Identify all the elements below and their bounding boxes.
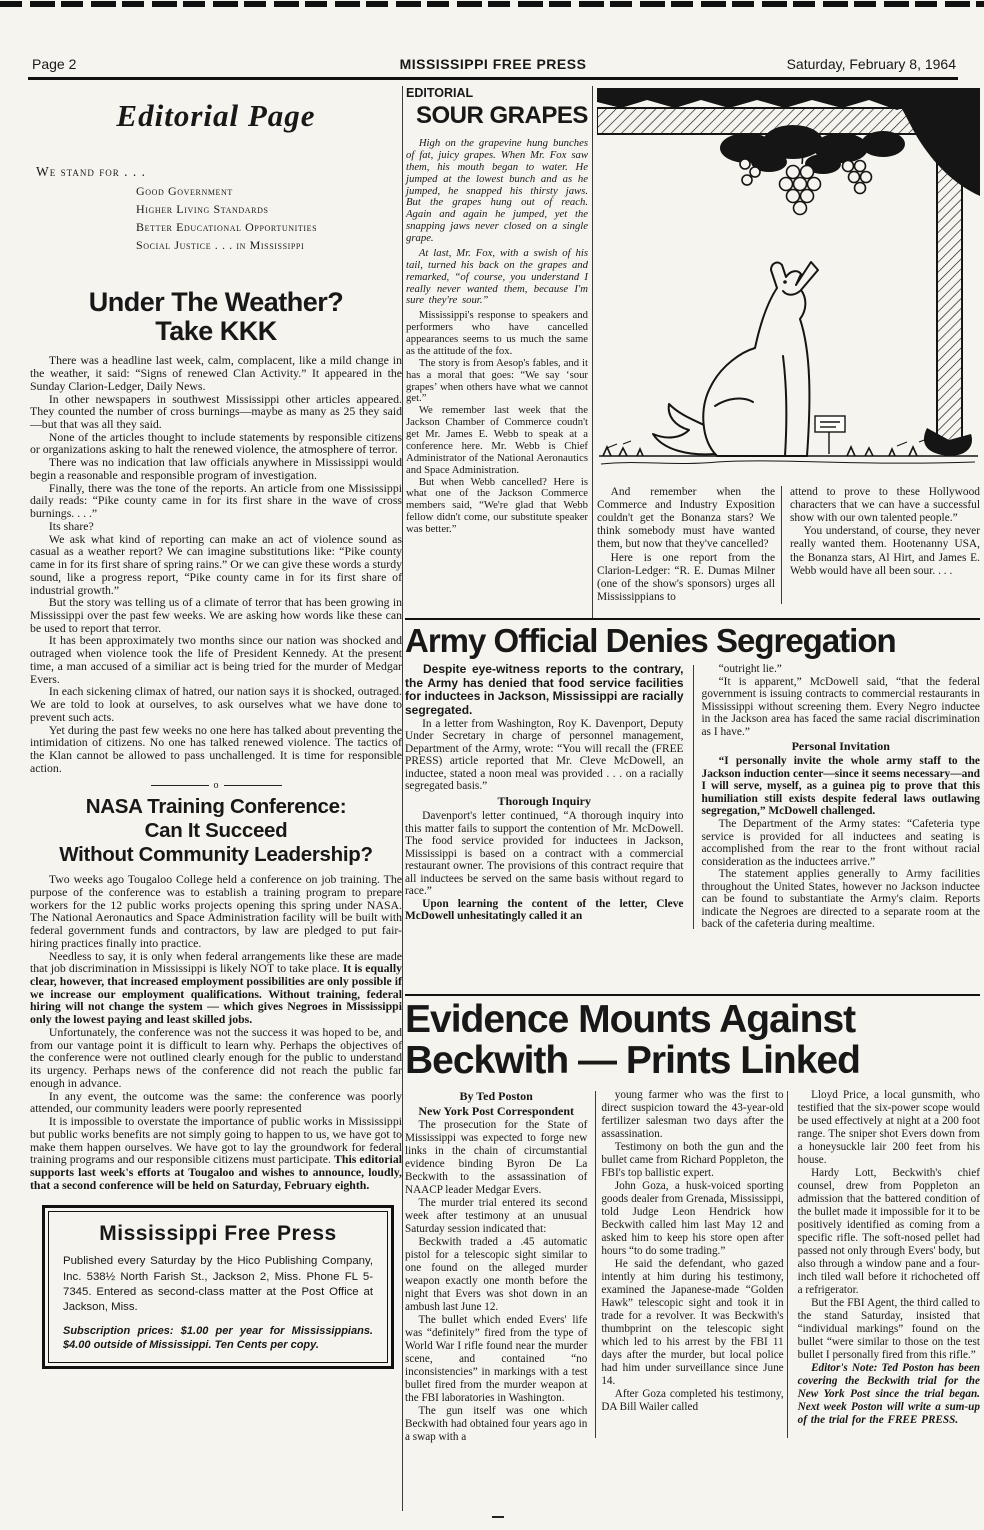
paragraph [30, 1115, 402, 1191]
paragraph: The gun itself was one which Beckwith had obtained four years ago in a swap with a [405, 1404, 588, 1443]
divider-glyph: o [213, 779, 219, 791]
issue-date: Saturday, February 8, 1964 [786, 56, 956, 72]
paragraph: Testimony on both the gun and the bullet came from Richard Poppleton, the FBI's top ballistic expert. [601, 1141, 784, 1179]
fox-and-grapes-illustration [597, 88, 980, 480]
beckwith-column-1 [405, 1089, 587, 1444]
continuation-column-2 [781, 486, 980, 604]
editorial-page-title: Editorial Page [116, 98, 316, 133]
paragraph: The Department of the Army states: “Cafeteria type service is provided for all inductees and seating is accomplished from the rear to the front without racial consideration as the inductees arrive.” [701, 818, 980, 868]
fable-paragraph: High on the grapevine hung bunches of fat, juicy grapes. When Mr. Fox saw them, his mouth began to water. He jumped at the lowest bunch and as he jumped, he snapped his thirsty jaws. But the grapes hung out of reach. Again and again he jumped, yet the snapping jaws never closed on a single grape. [406, 137, 588, 244]
stand-for-item: Higher Living Standards [136, 202, 269, 216]
paragraph-emphasis: It is equally clear, however, that increased employment possibilities are only possible if we increase our employment qualifications. Without training, federal hiring will not change the system — which gives Negroes in Mississippi only the lowest paying and least skilled jobs. [30, 961, 403, 1027]
paragraph: You understand, of course, they never really wanted them. Hootenanny USA, the Bonanza stars, Al Hirt, and James E. Webb would have all been sour. . . . [790, 525, 980, 577]
paragraph: Mississippi's response to speakers and performers who have cancelled appearances seems to us much the same as the attitude of the fox. [406, 309, 588, 357]
paragraph: Here is one report from the Clarion-Ledger: “R. E. Dumas Milner (one of the show's sponsors) urges all Mississippians to [597, 551, 775, 603]
stand-for-item: Good Government [136, 184, 233, 198]
paragraph: There was a headline last week, calm, complacent, like a mild change in the weather, it said: “Signs of renewed Clan Activity.” It appeared in the Sunday Clarion-Ledger, Daily News. [30, 353, 402, 393]
paragraph: We ask what kind of reporting can make an act of violence sound as casual as a weather report? We can imagine substitutions like: “Pike county came in for its first share of spring rains.” Or we can give these words a sturdy sound, like a progress report, “Pike county came in for its first share of industrial growth.” [30, 531, 402, 597]
page-bottom-mark [492, 1516, 504, 1518]
lead-paragraph: Despite eye-witness reports to the contrary, the Army has denied that food service facilities for inductees in Jackson, Mississippi are racially segregated. [405, 662, 684, 718]
weather-headline [30, 288, 402, 346]
fox-and-grapes-cartoon [597, 88, 980, 480]
fable-paragraph: At last, Mr. Fox, with a swish of his tail, turned his back on the grapes and remarked, “of course, you understand I really never wanted them, because I'm sure they're sour.” [406, 246, 588, 307]
article-army-denies-segregation [405, 624, 980, 931]
masthead-title: MISSISSIPPI FREE PRESS [399, 56, 587, 72]
paragraph: And remember when the Commerce and Industry Exposition couldn't get the Bonanza stars? We think somebody must have wanted them, but now that they've cancelled? [597, 486, 775, 551]
continuation-column-1 [597, 486, 781, 604]
paragraph: “It is apparent,” McDowell said, “that the federal government is issuing contracts to commercial restaurants in Mississippi without screening them. Every Negro inductee in the Jackson area has faced the same racial discrimination as I have.” [701, 675, 980, 738]
paragraph: But the story was telling us of a climate of terror that has been growing in Mississippi over the past few weeks. We are asking how words like these can be used to report that terror. [30, 595, 402, 635]
subhead-thorough-inquiry: Thorough Inquiry [497, 793, 591, 808]
article-beckwith-evidence [405, 1000, 980, 1444]
paragraph: We remember last week that the Jackson Chamber of Commerce coudn't get Mr. James E. Webb to speak at a conference here. Mr. Webb is Chief Administrator of the National Aeronautics and Space Administration. [406, 404, 588, 476]
paragraph-text: Needless to say, it is only when federal arrangements like these are made that job discrimination in Mississippi is likely NOT to take place. [30, 948, 402, 976]
paragraph: Hardy Lott, Beckwith's chief counsel, drew from Poppleton an admission that the battered condition of the bullet made it impossible for it to be positively identified as coming from a specific rifle. The soft-nosed pellet had passed not only through Evers' body, but also through a window pane and a four-inch tiled wall before it richocheted off a refrigerator. [797, 1167, 980, 1296]
paragraph: young farmer who was the first to direct suspicion toward the 43-year-old fertilizer salesman two days after the assassination. [601, 1089, 784, 1141]
paragraph [30, 950, 402, 1026]
stand-for-item: Social Justice . . . in Mississippi [136, 238, 305, 252]
paragraph: Beckwith traded a .45 automatic pistol for a telescopic sight similar to one found on the alleged murder weapon exactly one month before the night that Evers was shot down in an ambush last June 12. [405, 1235, 588, 1313]
army-headline: Army Official Denies Segregation [405, 622, 896, 659]
section-rule [405, 994, 980, 996]
army-column-2 [702, 663, 981, 931]
paragraph: He said the defendant, who gazed intently at him during his testimony, examined the Japanese-made “Golden Hawk” telescopic sight and took it in trade for a revolver. It was Beckwith's thumbprint on the telescopic sight which led to his arrest by the FBI 11 days after the murder, but local police had him under surveillance since June 14. [601, 1257, 784, 1387]
paragraph: The prosecution for the State of Mississippi was expected to forge new links in the chain of circumstantial evidence binding Byron De La Beckwith to the assassination of NAACP leader Medgar Evers. [405, 1119, 588, 1197]
section-rule [405, 618, 980, 620]
beckwith-column-2 [601, 1089, 783, 1444]
paragraph: Yet during the past few weeks no one here has talked about preventing the intimidation of citizens. No one has talked renewed violence. The tactics of the Klan cannot be allowed to pass unchallenged. It is time for responsible action. [30, 722, 402, 775]
paragraph: In each sickening climax of hatred, our nation says it is shocked, outraged. We are told to look at ourselves, to ask ourselves what we have done to prevent such acts. [30, 684, 402, 724]
sour-grapes-headline: SOUR GRAPES [416, 102, 588, 129]
subhead-personal-invitation: Personal Invitation [791, 739, 890, 754]
paragraph: The bullet which ended Evers' life was “definitely” fired from the type of World War I rifle found near the murder scene, and contained “no inconsistencies” in markings with a test bullet fired from the murder weapon at the FBI laboratories in Washington. [405, 1313, 588, 1404]
divider-line [151, 785, 209, 786]
paragraph: Finally, there was the tone of the reports. An article from one Mississippi daily reads: “Pike county came in for its first share in the wave of cross burnings. . . .” [30, 480, 402, 521]
paragraph: After Goza completed his testimony, DA Bill Wailer called [601, 1387, 784, 1413]
section-divider [30, 780, 402, 791]
paragraph: Upon learning the content of the letter, Cleve McDowell unhesitatingly called it an [405, 897, 684, 923]
headline-line: Evidence Mounts Against [405, 998, 856, 1041]
paragraph: The story is from Aesop's fables, and it has a moral that goes: “We say ‘sour grapes’ when others have what we cannot get.” [406, 356, 588, 405]
paragraph: John Goza, a husk-voiced sporting goods dealer from Grenada, Mississippi, told Judge Leon Hendrick how Beckwith called him last May 12 and asked him to keep his store open after hours “to do some trading.” [601, 1179, 784, 1257]
divider-line [224, 785, 282, 786]
page-number: Page 2 [32, 56, 77, 72]
paragraph: But when Webb cancelled? Here is what one of the Jackson Commerce members said, “We're glad that Webb fellow didn't come, our substitute speaker was better.” [406, 475, 588, 535]
headline-line: Under The Weather? [88, 287, 344, 317]
masthead-box-inner [48, 1211, 388, 1363]
we-stand-for-block [36, 164, 402, 254]
paragraph: But the FBI Agent, the third called to the stand Saturday, insisted that “individual markings” found on the bullet “were similar to those on the test bullet I personally fired from this rifle.” [797, 1296, 980, 1361]
editors-note: Editor's Note: Ted Poston has been covering the Beckwith trial for the New York Post since the trial began. Next week Poston will write a sum-up of the trial for the FREE PRESS. [797, 1361, 980, 1426]
army-column-1 [405, 663, 684, 931]
paragraph: “I personally invite the whole army staff to the Jackson induction center—since it seems necessary—and I will serve, myself, as a guinea pig to prove that this humiliation still exists despite federal laws outlawing segregation,” McDowell challenged. [701, 755, 980, 818]
headline-line: Beckwith — Prints Linked [405, 1038, 860, 1082]
editorial-kicker: EDITORIAL [406, 86, 474, 100]
masthead-box [42, 1205, 394, 1369]
beckwith-headline [405, 1000, 980, 1081]
headline-line: NASA Training Conference: [85, 794, 347, 818]
column-rule [402, 86, 403, 1511]
scan-edge-artifact [0, 1, 984, 7]
article-under-the-weather [30, 288, 402, 775]
sour-grapes-column [406, 86, 588, 536]
army-columns [405, 663, 980, 931]
nasa-headline [30, 795, 402, 868]
article-nasa-conference [30, 795, 402, 1192]
left-column [30, 86, 402, 1369]
paragraph: Davenport's letter continued, “A thorough inquiry into this matter fails to support the contention of Mr. McDowell. The food service provided for inductees in Jackson, Mississippi is based on a contract with a commercial restaurant owner. The provisions of this contract require that all inductees be served on the same basis without regard to race.” [405, 809, 684, 898]
masthead-box-body: Published every Saturday by the Hico Publishing Company, Inc. 538½ North Farish St., Jackson 2, Miss. Phone FL 5-7345. Entered as second-class matter at the Post Office at Jackson, Miss. [63, 1255, 373, 1313]
page-header [30, 56, 956, 74]
sour-grapes-continuation [597, 486, 980, 604]
paragraph: The statement applies generally to Army facilities throughout the United States, however no Jackson inductee can be found to substantiate the Army's claim. Reports indicate the Negroes are directed to a separate room at the back of the cafeteria during mealtime. [701, 868, 980, 931]
paragraph: Lloyd Price, a local gunsmith, who testified that the six-power scope would be used effectively at night at a 200 foot range. The sniper shot Evers down from a honeysuckle lair 200 feet from his house. [797, 1089, 980, 1167]
paragraph-text: It is impossible to overstate the importance of public works in Mississippi but public works benefits are not simply going to happen to us, we have got to make them happen ourselves. We have got to lay the groundwork for federal training programs and our responsible citizens must participate. [30, 1114, 402, 1167]
paragraph-emphasis: This editorial supports last week's efforts at Tougaloo and wishes to announce, loudly, that a second conference will be held on Saturday, February eighth. [30, 1152, 402, 1192]
paragraph: Its share? [48, 518, 94, 533]
paragraph: In a letter from Washington, Roy K. Davenport, Deputy Under Secretary in charge of personnel management, Department of the Army, wrote: “You will recall the (FREE PRESS) article reported that Mr. Cleve McDowell, an inductee, stated a noon meal was provided . . . on a racially segregated basis.” [405, 717, 684, 793]
beckwith-column-3 [798, 1089, 980, 1444]
paragraph: It has been approximately two months since our nation was shocked and outraged when violence took the life of President Kennedy. At the present time, a man accused of a similiar act is being tried for the murder of Medgar Evers. [30, 633, 402, 686]
stand-for-item: Better Educational Opportunities [136, 220, 318, 234]
paragraph: There was no indication that law officials anywhere in Mississippi would begin a reasonable and responsible program of investigation. [30, 455, 402, 482]
stand-for-list [136, 182, 402, 254]
subscription-prices: Subscription prices: $1.00 per year for Mississippians. $4.00 outside of Mississippi. Ten Cents per copy. [63, 1324, 373, 1351]
byline-author: By Ted Poston [459, 1089, 533, 1104]
headline-line: Without Community Leadership? [59, 842, 373, 866]
paragraph: In any event, the outcome was the same: the conference was poorly attended, our community leaders were poorly represented [30, 1088, 402, 1116]
headline-line: Can It Succeed [144, 818, 288, 842]
byline-organization: New York Post Correspondent [418, 1104, 574, 1119]
beckwith-columns [405, 1089, 980, 1444]
paragraph: Two weeks ago Tougaloo College held a conference on job training. The purpose of the conference was to establish a training program to prepare workers for the 12 public works projects opening this spring under NASA. The National Aeronautics and Space Administration facility will be built with federal government funds and contractors, by law are pledged to put fair-hiring practices finally into practice. [30, 872, 402, 950]
paragraph: Unfortunately, the conference was not the success it was hoped to be, and from our vantage point it is difficult to learn why. Perhaps the objectives of the conference were not outlined clearly enough for the public to understand its urgency. Perhaps news of the conference did not reach the public far enough in advance. [30, 1024, 402, 1090]
masthead-box-title: Mississippi Free Press [99, 1222, 337, 1246]
column-rule [592, 86, 593, 618]
header-rule [28, 77, 958, 80]
paragraph: “outright lie.” [718, 663, 782, 675]
headline-line: Take KKK [155, 316, 277, 347]
paragraph: The murder trial entered its second week after testimony at an unusual Saturday session indicated that: [405, 1197, 588, 1235]
paragraph: In other newspapers in southwest Mississippi other articles appeared. They counted the number of cross burnings—maybe as many as 25 they said—but that was all they said. [30, 391, 402, 431]
stand-for-label: We stand for . . . [36, 164, 147, 179]
paragraph: None of the articles thought to include statements by responsible citizens or organizations asking to halt the renewed violence, the atmosphere of terror. [30, 429, 402, 457]
paragraph: attend to prove to these Hollywood characters that we can have a successful show with our own talented people.” [790, 486, 980, 525]
